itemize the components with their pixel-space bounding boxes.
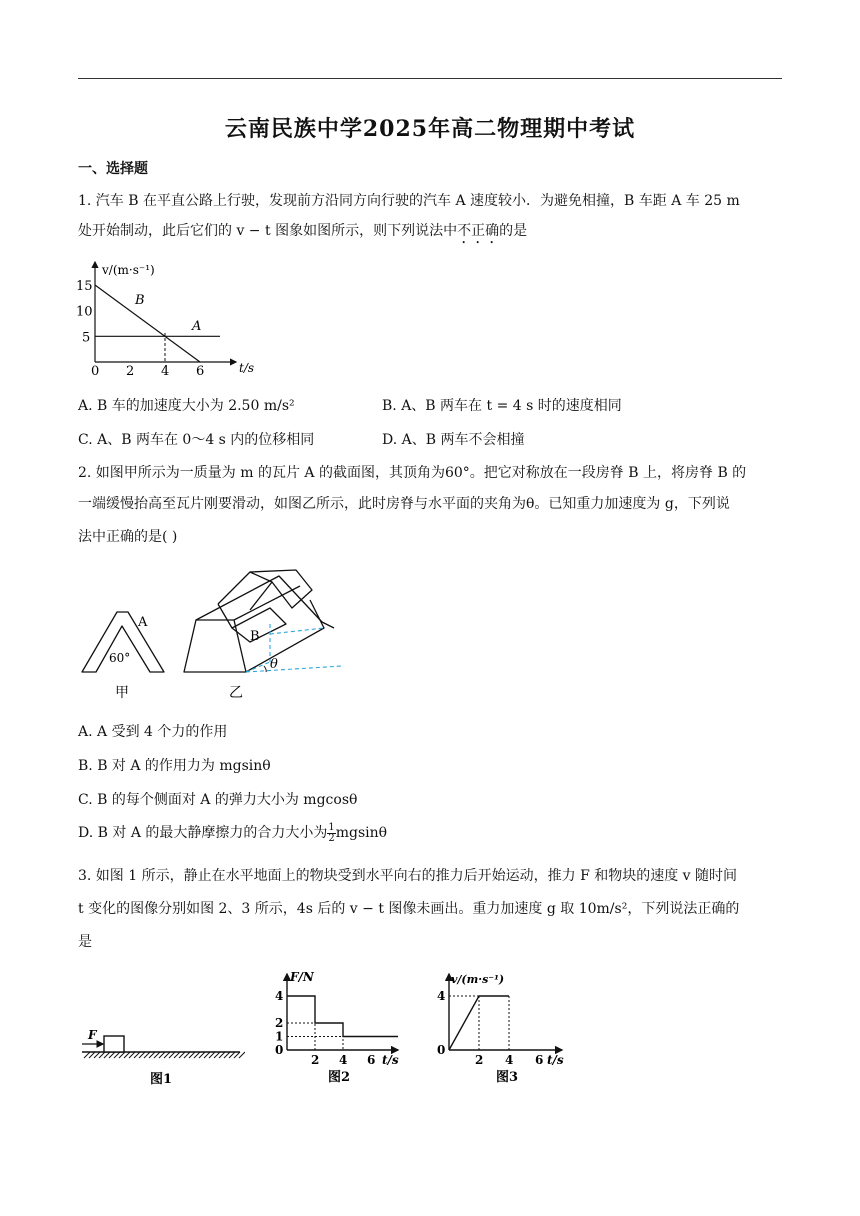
q1-vt-graph [70, 256, 260, 380]
q1-series-b-line [95, 285, 200, 362]
hatch-mark [214, 1052, 220, 1058]
fig2-y-tick-label: 2 [275, 1016, 284, 1030]
q2-option-d-fraction [327, 823, 335, 844]
q2-option-d-text: D. B 对 A 的最大静摩擦力的合力大小为 [78, 825, 328, 841]
q1-line2 [78, 221, 527, 247]
fraction-numerator: 1 [328, 821, 335, 833]
fig2-y-tick-label: 1 [275, 1029, 284, 1044]
fig2-x-tick-label: 4 [339, 1053, 348, 1067]
hatch-mark [114, 1052, 120, 1058]
fig3-y-label: v/(m·s⁻¹) [451, 973, 505, 986]
fraction-denominator: 2 [328, 832, 335, 844]
q2-caption-right: 乙 [229, 685, 243, 701]
fig2-x-tick-label: 2 [311, 1053, 320, 1067]
fig3-x-tick-label: 6 [535, 1053, 544, 1067]
header-rule [78, 78, 782, 79]
hatch-mark [139, 1052, 145, 1058]
hatch-mark [184, 1052, 190, 1058]
q2-dashed-guides [246, 624, 342, 672]
hatch-mark [109, 1052, 115, 1058]
section-heading: 一、选择题 [78, 161, 148, 177]
fig2-y-tick-label: 0 [275, 1043, 284, 1057]
q2-angle-label: 60° [109, 651, 131, 665]
hatch-mark [179, 1052, 185, 1058]
fig3-y-tick-label: 0 [437, 1043, 446, 1057]
q1-line2-c: 的是 [499, 223, 528, 239]
hatch-mark [149, 1052, 155, 1058]
q1-label-b: B [135, 293, 145, 308]
hatch-mark [99, 1052, 105, 1058]
fig2-force-series [287, 996, 398, 1037]
hatch-mark [224, 1052, 230, 1058]
fig3-y-tick-label: 4 [437, 989, 446, 1003]
q1-option-a: A. B 车的加速度大小为 2.50 m/s² [78, 398, 295, 414]
hatch-mark [209, 1052, 215, 1058]
q2-tile-figure [74, 562, 364, 704]
q2-option-c: C. B 的每个侧面对 A 的弹力大小为 mgcosθ [78, 792, 358, 808]
fig2-x-tick-label: 6 [367, 1053, 376, 1067]
hatch-mark [104, 1052, 110, 1058]
q1-x-tick-label: 0 [91, 364, 100, 379]
q2-theta-label: θ [270, 657, 278, 672]
hatch-mark [229, 1052, 235, 1058]
hatch-mark [194, 1052, 200, 1058]
block [104, 1036, 124, 1052]
hatch-mark [219, 1052, 225, 1058]
page-title: 云南民族中学2025年高二物理期中考试 [224, 116, 636, 142]
q3-line2: t 变化的图像分别如图 2、3 所示，4s 后的 v − t 图像未画出。重力加速度 g 取 10m/s²，下列说法正确的 [78, 901, 740, 917]
hatch-mark [234, 1052, 240, 1058]
q1-y-tick-label: 10 [76, 304, 93, 320]
hatch-mark [134, 1052, 140, 1058]
q2-option-d-expr: mgsinθ [335, 825, 388, 841]
q1-y-tick-label: 15 [76, 279, 93, 294]
q1-y-tick-label: 5 [82, 330, 91, 346]
fig2-caption: 图2 [328, 1070, 351, 1085]
q1-option-d: D. A、B 两车不会相撞 [382, 432, 525, 448]
hatch-mark [239, 1052, 245, 1058]
q1-emphasis: 不正确 [457, 223, 500, 239]
q3-line1: 3. 如图 1 所示，静止在水平地面上的物块受到水平向右的推力后开始运动，推力 F 和物块的速度 v 随时间 [78, 868, 738, 884]
fig3-caption: 图3 [496, 1070, 519, 1085]
hatch-mark [189, 1052, 195, 1058]
hatch-mark [174, 1052, 180, 1058]
q2-option-b: B. B 对 A 的作用力为 mgsinθ [78, 758, 271, 774]
q2-option-d [78, 822, 387, 844]
fig1-caption: 图1 [150, 1072, 173, 1087]
q3-fig2-force-graph [270, 968, 410, 1088]
hatch-mark [129, 1052, 135, 1058]
hatch-mark [154, 1052, 160, 1058]
hatch-mark [119, 1052, 125, 1058]
q2-line1: 2. 如图甲所示为一质量为 m 的瓦片 A 的截面图，其顶角为60°。把它对称放在一段房脊 B 上，将房脊 B 的 [78, 465, 747, 481]
fig2-y-label: F/N [290, 970, 314, 984]
hatch-mark [169, 1052, 175, 1058]
hatch-mark [164, 1052, 170, 1058]
hatch-mark [84, 1052, 90, 1058]
q3-fig1-block-on-ground [80, 1020, 245, 1090]
fig2-x-label: t/s [382, 1053, 399, 1067]
q1-label-a: A [192, 319, 202, 334]
fig3-x-tick-label: 4 [505, 1053, 514, 1067]
q1-option-c: C. A、B 两车在 0～4 s 内的位移相同 [78, 432, 315, 448]
force-label: F [88, 1028, 97, 1042]
q1-option-b: B. A、B 两车在 t = 4 s 时的速度相同 [382, 398, 622, 414]
q2-ridge-block [184, 570, 334, 672]
hatch-mark [159, 1052, 165, 1058]
q1-line1: 1. 汽车 B 在平直公路上行驶，发现前方沿同方向行驶的汽车 A 速度较小．为避免相撞，B 车距 A 车 25 m [78, 193, 740, 209]
q2-ridge-label-b: B [250, 629, 260, 644]
q1-x-tick-label: 4 [161, 364, 170, 379]
q2-line2: 一端缓慢抬高至瓦片刚要滑动，如图乙所示，此时房脊与水平面的夹角为θ。已知重力加速度为 g，下列说 [78, 496, 730, 512]
q1-x-tick-label: 6 [196, 364, 205, 379]
fig3-x-tick-label: 2 [475, 1053, 484, 1067]
hatch-mark [199, 1052, 205, 1058]
q1-line2-a: 处开始制动，此后它们的 v − t 图象如图所示，则下列说法中 [78, 223, 458, 239]
q1-y-label: v/(m·s⁻¹) [102, 263, 155, 277]
q1-x-tick-label: 2 [126, 364, 135, 379]
q2-tile-label-a: A [138, 615, 148, 630]
hatch-mark [89, 1052, 95, 1058]
hatch-mark [144, 1052, 150, 1058]
ground-hatching [84, 1052, 245, 1058]
q2-option-a: A. A 受到 4 个力的作用 [78, 724, 228, 740]
fig2-y-tick-label: 4 [275, 989, 284, 1003]
q1-x-label: t/s [239, 361, 255, 375]
hatch-mark [94, 1052, 100, 1058]
hatch-mark [204, 1052, 210, 1058]
q3-line3: 是 [78, 934, 92, 950]
q3-fig3-velocity-graph [430, 968, 580, 1088]
fig3-x-label: t/s [547, 1053, 564, 1067]
q2-line3: 法中正确的是( ) [78, 529, 178, 545]
hatch-mark [124, 1052, 130, 1058]
q2-caption-left: 甲 [115, 685, 129, 701]
q2-theta-arc [264, 666, 266, 672]
